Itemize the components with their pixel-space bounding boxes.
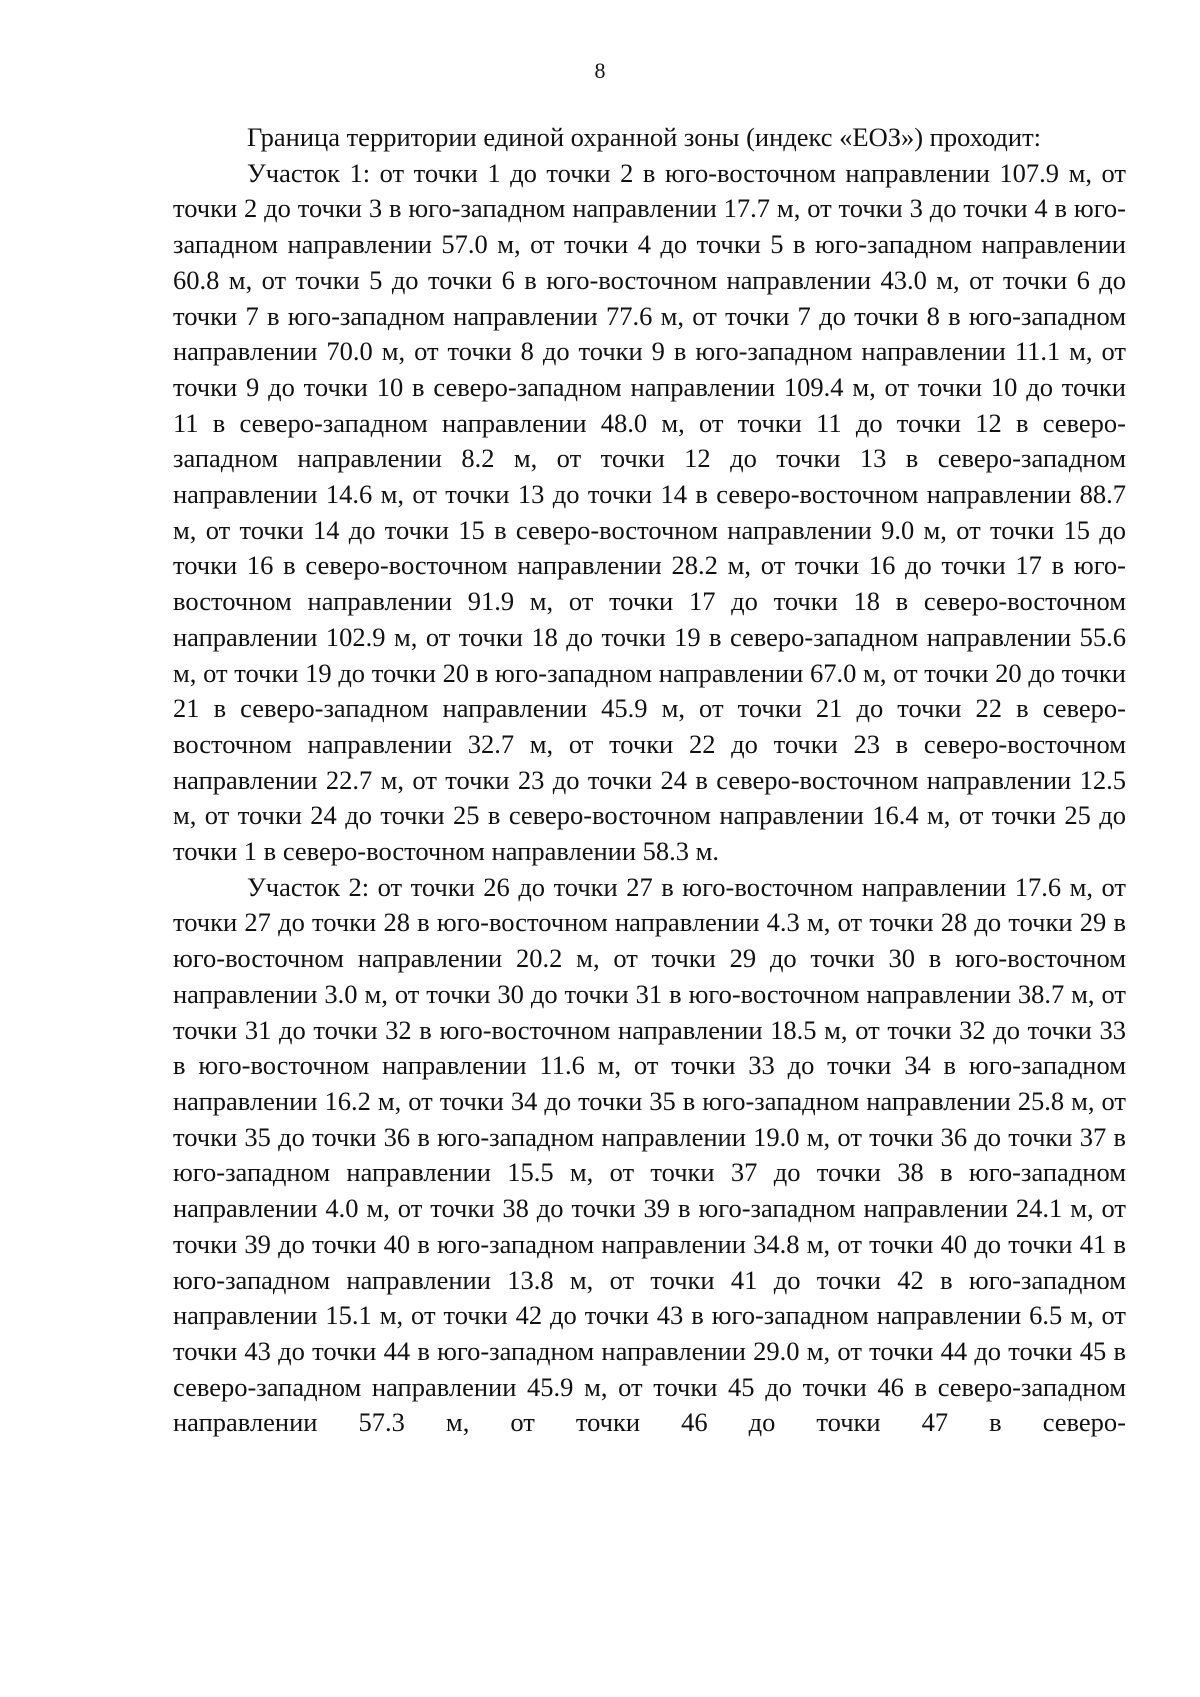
boundary-intro-paragraph: Граница территории единой охранной зоны (индекс «ЕОЗ») проходит:	[247, 122, 1042, 152]
page-number: 8	[594, 58, 606, 83]
section-1-paragraph: Участок 1: от точки 1 до точки 2 в юго-восточном направлении 107.9 м, от точки 2 до точки 3 в юго-западном направлении 17.7 м, от точки 3 до точки 4 в юго-западном направлении 57.0 м, от точки 4 до точки 5 в юго-западном направлении 60.8 м, от точки 5 до точки 6 в юго-восточном направлении 43.0 м, от точки 6 до точки 7 в юго-западном направлении 77.6 м, от точки 7 до точки 8 в юго-западном направлении 70.0 м, от точки 8 до точки 9 в юго-западном направлении 11.1 м, от точки 9 до точки 10 в северо-западном направлении 109.4 м, от точки 10 до точки 11 в северо-западном направлении 48.0 м, от точки 11 до точки 12 в северо-западном направлении 8.2 м, от точки 12 до точки 13 в северо-западном направлении 14.6 м, от точки 13 до точки 14 в северо-восточном направлении 88.7 м, от точки 14 до точки 15 в северо-восточном направлении 9.0 м, от точки 15 до точки 16 в северо-восточном направлении 28.2 м, от точки 16 до точки 17 в юго-восточном направлении 91.9 м, от точки 17 до точки 18 в северо-восточном направлении 102.9 м, от точки 18 до точки 19 в северо-западном направлении 55.6 м, от точки 19 до точки 20 в юго-западном направлении 67.0 м, от точки 20 до точки 21 в северо-западном направлении 45.9 м, от точки 21 до точки 22 в северо-восточном направлении 32.7 м, от точки 22 до точки 23 в северо-восточном направлении 22.7 м, от точки 23 до точки 24 в северо-восточном направлении 12.5 м, от точки 24 до точки 25 в северо-восточном направлении 16.4 м, от точки 25 до точки 1 в северо-восточном направлении 58.3 м.	[173, 157, 1126, 867]
document-body	[173, 120, 1126, 1441]
section-2-paragraph: Участок 2: от точки 26 до точки 27 в юго-восточном направлении 17.6 м, от точки 27 до точки 28 в юго-восточном направлении 4.3 м, от точки 28 до точки 29 в юго-восточном направлении 20.2 м, от точки 29 до точки 30 в юго-восточном направлении 3.0 м, от точки 30 до точки 31 в юго-восточном направлении 38.7 м, от точки 31 до точки 32 в юго-восточном направлении 18.5 м, от точки 32 до точки 33 в юго-восточном направлении 11.6 м, от точки 33 до точки 34 в юго-западном направлении 16.2 м, от точки 34 до точки 35 в юго-западном направлении 25.8 м, от точки 35 до точки 36 в юго-западном направлении 19.0 м, от точки 36 до точки 37 в юго-западном направлении 15.5 м, от точки 37 до точки 38 в юго-западном направлении 4.0 м, от точки 38 до точки 39 в юго-западном направлении 24.1 м, от точки 39 до точки 40 в юго-западном направлении 34.8 м, от точки 40 до точки 41 в юго-западном направлении 13.8 м, от точки 41 до точки 42 в юго-западном направлении 15.1 м, от точки 42 до точки 43 в юго-западном направлении 6.5 м, от точки 43 до точки 44 в юго-западном направлении 29.0 м, от точки 44 до точки 45 в северо-западном направлении 45.9 м, от точки 45 до точки 46 в северо-западном направлении 57.3 м, от точки 46 до точки 47 в северо-	[173, 871, 1126, 1438]
